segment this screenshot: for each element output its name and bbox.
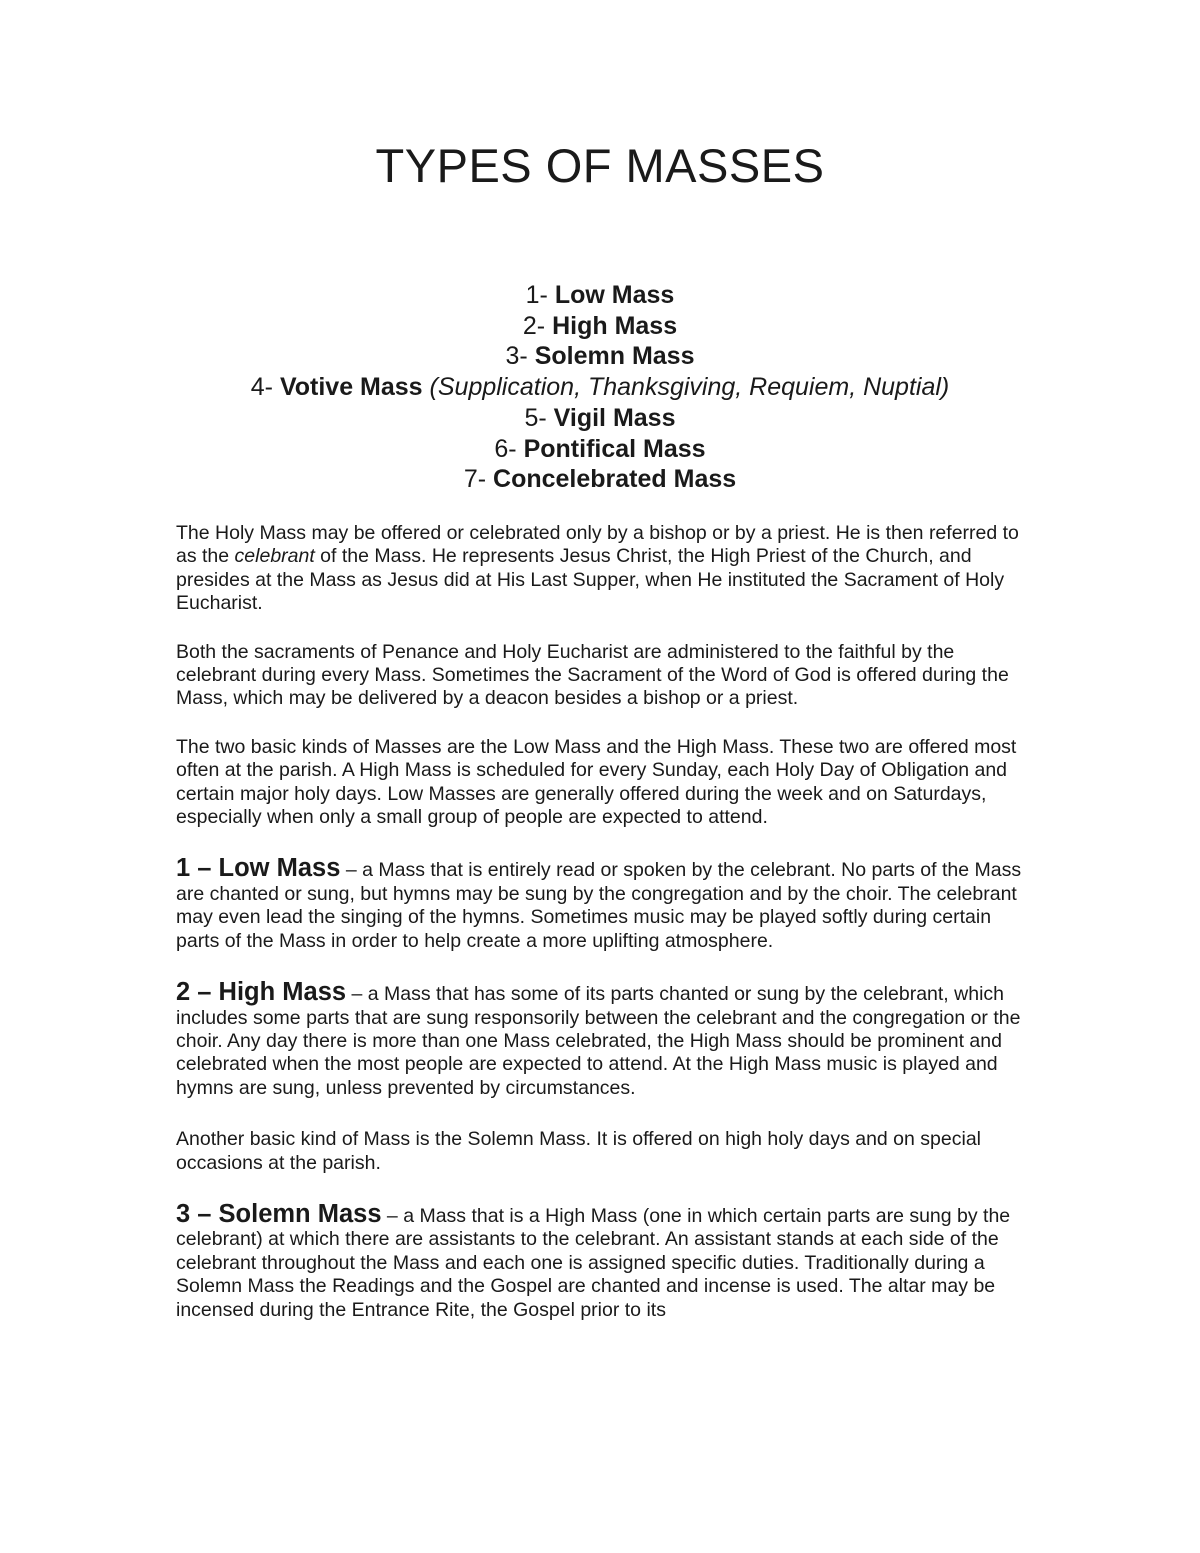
- list-item-number: 7-: [463, 465, 494, 494]
- paragraph-text: of the Mass. He represents Jesus Christ, the High Priest of the Church, and presides at the Mass as Jesus did at His Last Supper, when He instituted the Sacrament of Holy Eucharist.: [176, 545, 1005, 615]
- mass-types-list: [0, 280, 1200, 495]
- list-item-name: Votive Mass: [279, 373, 423, 402]
- section-text: – a Mass that has some of its parts chanted or sung by the celebrant, which includes some parts that are sung responsorily between the celebrant and the congregation or the choir. Any day there is more than one Mass celebrated, the High Mass should be prominent and celebrated when the most people are expected to attend. At the High Mass music is played and hymns are sung, unless prevented by circumstances.: [176, 983, 1021, 1099]
- sacraments-paragraph: Both the sacraments of Penance and Holy Eucharist are administered to the faithful by the celebrant during every Mass. Sometimes the Sacrament of the Word of God is offered during the Mass, which may be delivered by a deacon besides a bishop or a priest.: [176, 640, 1009, 710]
- list-item-name: Vigil Mass: [553, 403, 676, 432]
- solemn-mass-section: [176, 1199, 1036, 1322]
- list-item-number: 1-: [525, 281, 555, 309]
- document-body: [176, 522, 1036, 1347]
- high-mass-section: [176, 978, 1036, 1100]
- list-item-name: Concelebrated Mass: [493, 465, 737, 494]
- emphasis-text: celebrant: [234, 545, 315, 568]
- section-text: – a Mass that is a High Mass (one in which certain parts are sung by the celebrant) at which there are assistants to the celebrant. An assistant stands at each side of the celebrant throughout the Mass and each one is assigned specific duties. Traditionally during a Solemn Mass the Readings and the Gospel are chanted and incense is used. The altar may be incensed during the Entrance Rite, the Gospel prior to its: [176, 1204, 1011, 1321]
- list-item-number: 6-: [494, 434, 524, 463]
- section-heading: 3 – Solemn Mass: [176, 1199, 382, 1228]
- low-mass-section: [176, 854, 1036, 953]
- list-item-name: Solemn Mass: [534, 342, 695, 371]
- section-heading: 1 – Low Mass: [176, 854, 341, 883]
- intro-paragraph: [176, 522, 1036, 616]
- list-item-number: 4-: [250, 373, 280, 402]
- list-item: [0, 434, 1200, 465]
- solemn-intro-paragraph: Another basic kind of Mass is the Solemn Mass. It is offered on high holy days and on special occasions at the parish.: [176, 1128, 981, 1174]
- list-item: [0, 311, 1200, 342]
- list-item-number: 2-: [522, 311, 553, 340]
- list-item-number: 5-: [524, 403, 554, 432]
- list-item-name: Pontifical Mass: [523, 434, 706, 463]
- list-item-number: 3-: [505, 342, 535, 371]
- list-item: [0, 341, 1200, 372]
- list-item: [0, 372, 1200, 403]
- paragraph-text: The Holy Mass may be offered or celebrated only by a bishop or by a priest. He is then referred to as the: [176, 522, 1019, 568]
- basic-kinds-paragraph: The two basic kinds of Masses are the Low Mass and the High Mass. These two are offered most often at the parish. A High Mass is scheduled for every Sunday, each Holy Day of Obligation and certain major holy days. Low Masses are generally offered during the week and on Saturdays, especially when only a small group of people are expected to attend.: [176, 735, 1017, 829]
- list-item-name: High Mass: [552, 311, 678, 340]
- list-item: [0, 280, 1200, 311]
- section-text: – a Mass that is entirely read or spoken by the celebrant. No parts of the Mass are chanted or sung, but hymns may be sung by the congregation and by the choir. The celebrant may even lead the singing of the hymns. Sometimes music may be played softly during certain parts of the Mass in order to help create a more uplifting atmosphere.: [176, 859, 1022, 952]
- page-title: TYPES OF MASSES: [375, 139, 825, 192]
- list-item: [0, 464, 1200, 495]
- list-item-name: Low Mass: [554, 281, 675, 309]
- section-heading: 2 – High Mass: [176, 978, 347, 1007]
- list-item-note: (Supplication, Thanksgiving, Requiem, Nuptial): [422, 373, 950, 402]
- list-item: [0, 403, 1200, 434]
